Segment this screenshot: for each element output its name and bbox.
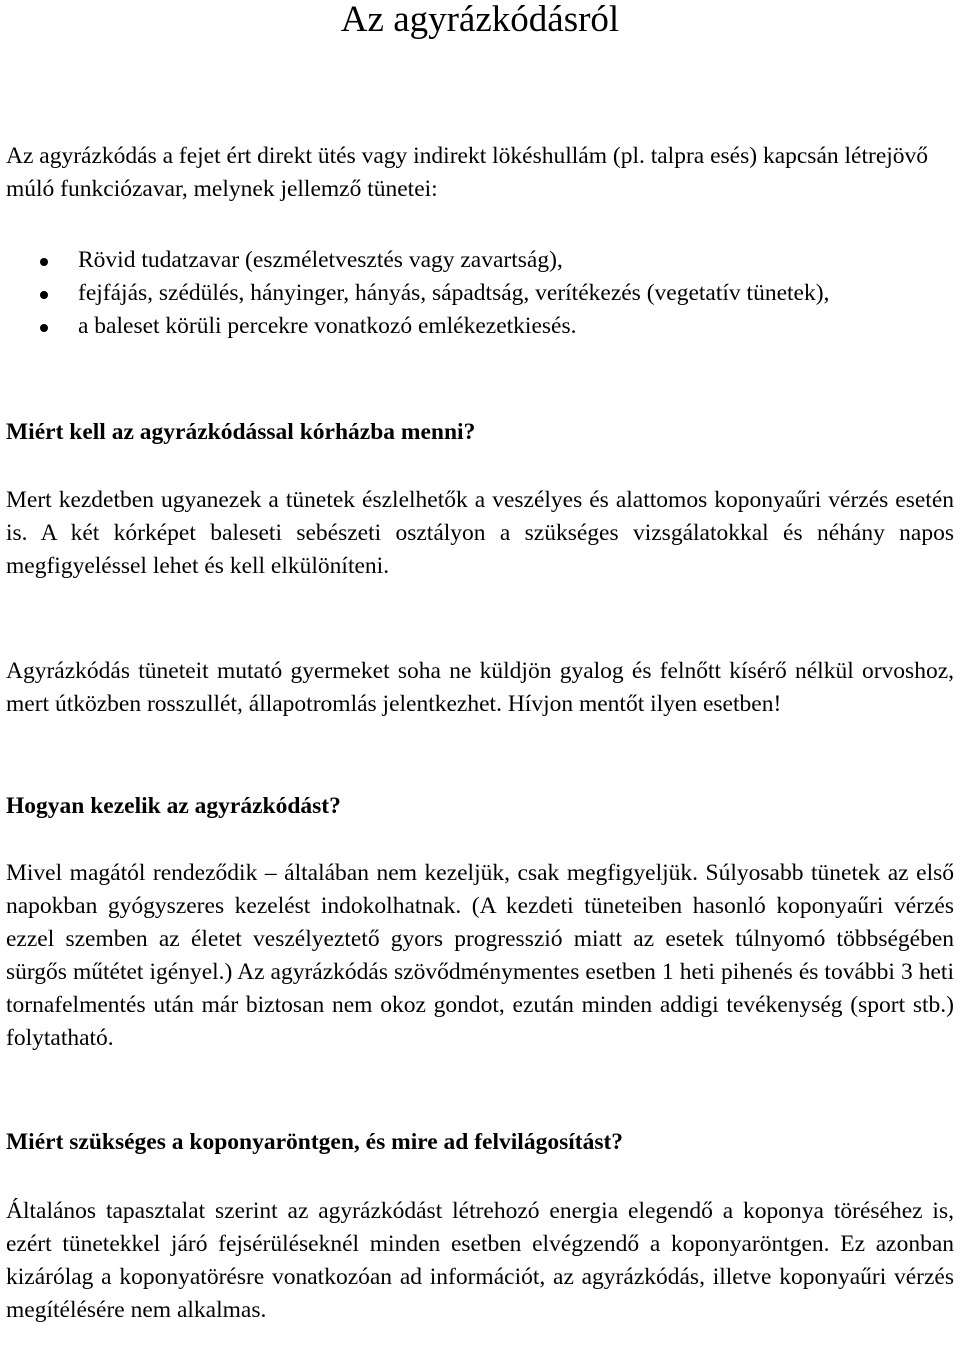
list-item	[6, 277, 954, 310]
section-heading: Miért szükséges a koponyaröntgen, és mire ad felvilágosítást?	[6, 1129, 624, 1155]
section-paragraph: Általános tapasztalat szerint az agyrázkódást létrehozó energia elegendő a koponya töréséhez is, ezért tünetekkel járó fejsérüléseknél minden esetben elvégzendő a koponyaröntgen. Ez azonban kizárólag a koponyatörésre vonatkozóan ad információt, az agyrázkódás, illetve koponyaűri vérzés megítélésére nem alkalmas.	[6, 1198, 954, 1323]
list-item	[6, 310, 954, 343]
document-title: Az agyrázkódásról	[340, 0, 620, 40]
list-item-text: fejfájás, szédülés, hányinger, hányás, sápadtság, verítékezés (vegetatív tünetek),	[78, 280, 830, 306]
bullet-icon	[40, 324, 48, 332]
bullet-icon	[40, 258, 48, 266]
intro-paragraph: Az agyrázkódás a fejet ért direkt ütés vagy indirekt lökéshullám (pl. talpra esés) kapcsán létrejövő múló funkciózavar, melynek jellemző tünetei:	[6, 143, 929, 202]
list-item-text: a baleset körüli percekre vonatkozó emlékezetkiesés.	[78, 313, 577, 339]
symptom-list	[6, 244, 954, 343]
list-item	[6, 244, 954, 277]
list-item-text: Rövid tudatzavar (eszméletvesztés vagy zavartság),	[78, 247, 563, 273]
section-paragraph: Agyrázkódás tüneteit mutató gyermeket soha ne küldjön gyalog és felnőtt kísérő nélkül orvoshoz, mert útközben rosszullét, állapotromlás jelentkezhet. Hívjon mentőt ilyen esetben!	[6, 658, 954, 717]
bullet-icon	[40, 291, 48, 299]
section-heading: Miért kell az agyrázkódással kórházba menni?	[6, 419, 476, 445]
section-heading: Hogyan kezelik az agyrázkódást?	[6, 793, 341, 819]
section-paragraph: Mivel magától rendeződik – általában nem kezeljük, csak megfigyeljük. Súlyosabb tünetek az első napokban gyógyszeres kezelést indokolhatnak. (A kezdeti tüneteiben hasonló koponyaűri vérzés ezzel szemben az életet veszélyeztető gyors progresszió miatt az esetek túlnyomó többségében sürgős műtétet igényel.) Az agyrázkódás szövődménymentes esetben 1 heti pihenés és további 3 heti tornafelmentés után már biztosan nem okoz gondot, ezután minden addigi tevékenység (sport stb.) folytatható.	[6, 860, 954, 1051]
section-paragraph: Mert kezdetben ugyanezek a tünetek észlelhetők a veszélyes és alattomos koponyaűri vérzés esetén is. A két kórképet baleseti sebészeti osztályon a szükséges vizsgálatokkal és néhány napos megfigyeléssel lehet és kell elkülöníteni.	[6, 487, 954, 579]
